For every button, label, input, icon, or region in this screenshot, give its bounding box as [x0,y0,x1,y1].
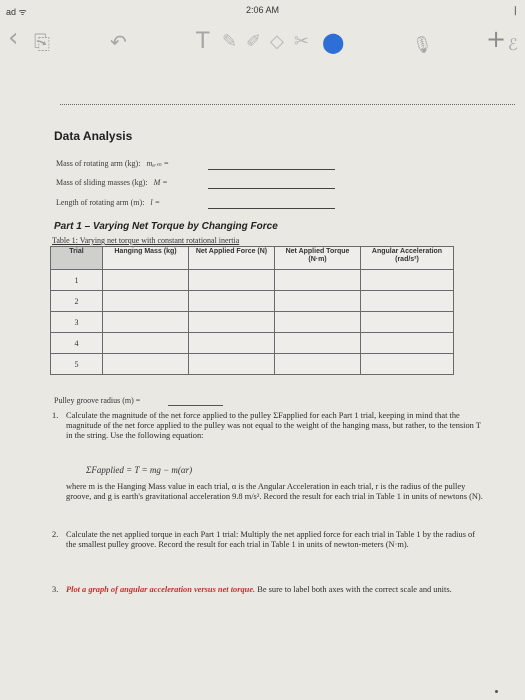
table-cell[interactable] [189,291,275,312]
tension-equation: ΣFapplied = T = mg − m(αr) [86,465,193,475]
lasso-icon[interactable]: ✂ [294,31,310,52]
arm-mass-line[interactable] [208,169,335,170]
undo-icon[interactable]: ↶ [110,30,127,54]
trial-number: 4 [51,333,103,354]
arm-length-line[interactable] [208,208,335,209]
field-sliding-mass: Mass of sliding masses (kg): M = [56,178,168,187]
table-header-row [51,247,454,270]
table-row [51,312,454,333]
table-row [51,270,454,291]
question-1-note: where m is the Hanging Mass value in each trial, α is the Angular Acceleration in each trial, r is the radius of the pulley groove, and g is earth's gravitational acceleration 9.8 m/s². Record the result for each trial in Table 1 in units of newtons (N). [66,482,483,502]
trial-number: 1 [51,270,103,291]
microphone-icon[interactable]: 🎙 [412,35,433,54]
carrier-signal: ad ᯤ [6,7,27,17]
table-cell[interactable] [103,333,189,354]
col-angular-accel: Angular Acceleration (rad/s²) [361,247,454,270]
table-cell[interactable] [103,270,189,291]
table-cell[interactable] [275,291,361,312]
page-divider [60,104,515,105]
page-marker [495,690,498,693]
table-caption: Table 1: Varying net torque with constant rotational inertia [52,236,240,245]
col-net-force: Net Applied Force (N) [189,247,275,270]
eraser-icon[interactable]: ◇ [270,31,284,52]
field-arm-length: Length of rotating arm (m): l = [56,198,161,207]
col-hanging-mass: Hanging Mass (kg) [103,247,189,270]
table-cell[interactable] [103,291,189,312]
question-2: 2. Calculate the net applied torque in each Part 1 trial: Multiply the net applied force for each trial in Table 1 by the radius of the smallest pulley groove. Record the result for each trial in Table 1 in units of newton-meters (N·m). [52,530,476,550]
shape-icon[interactable]: ⬤ [322,30,345,54]
question-1: 1. Calculate the magnitude of the net force applied to the pulley ΣFapplied for each Part 1 trial, keeping in mind that the magnitude of the net force applied to the pulley was not equal to the weight of the hanging mass, but rather, to the tension T in the string. Use the following equation: [52,411,481,441]
share-icon[interactable]: ⎘ [34,30,50,54]
table-cell[interactable] [275,312,361,333]
table-cell[interactable] [361,270,454,291]
pulley-radius-line[interactable] [168,405,223,406]
battery-icon: ❘ [511,5,519,15]
more-icon[interactable]: ℰ [508,35,518,54]
table-cell[interactable] [189,354,275,375]
table-cell[interactable] [189,312,275,333]
trial-number: 5 [51,354,103,375]
table-cell[interactable] [361,354,454,375]
question-3: 3. Plot a graph of angular acceleration versus net torque. Be sure to label both axes with the correct scale and units. [52,585,452,594]
text-tool-icon[interactable]: T [196,29,210,54]
table-cell[interactable] [361,333,454,354]
table-row [51,291,454,312]
table-cell[interactable] [189,270,275,291]
table-cell[interactable] [103,354,189,375]
part-heading: Part 1 – Varying Net Torque by Changing Force [54,221,278,232]
sliding-mass-line[interactable] [208,188,335,189]
pen-icon[interactable]: ✎ [222,31,238,52]
table-cell[interactable] [275,270,361,291]
document-page [8,78,518,698]
table-cell[interactable] [361,291,454,312]
col-net-torque: Net Applied Torque (N·m) [275,247,361,270]
table-cell[interactable] [275,354,361,375]
data-table [50,246,454,375]
toolbar [0,22,525,70]
pulley-radius-label: Pulley groove radius (m) = [54,396,141,405]
col-trial: Trial [51,247,103,270]
section-title: Data Analysis [54,129,133,143]
table-cell[interactable] [189,333,275,354]
status-time: 2:06 AM [245,5,280,15]
table-cell[interactable] [361,312,454,333]
table-row [51,333,454,354]
add-icon[interactable]: + [486,25,507,53]
field-arm-mass: Mass of rotating arm (kg): mₐᵣₘ = [56,159,169,168]
trial-number: 2 [51,291,103,312]
table-cell[interactable] [103,312,189,333]
status-bar [0,0,525,22]
highlighter-icon[interactable]: ✐ [246,31,262,52]
back-icon[interactable]: ‹ [8,23,19,53]
table-cell[interactable] [275,333,361,354]
trial-number: 3 [51,312,103,333]
table-row [51,354,454,375]
